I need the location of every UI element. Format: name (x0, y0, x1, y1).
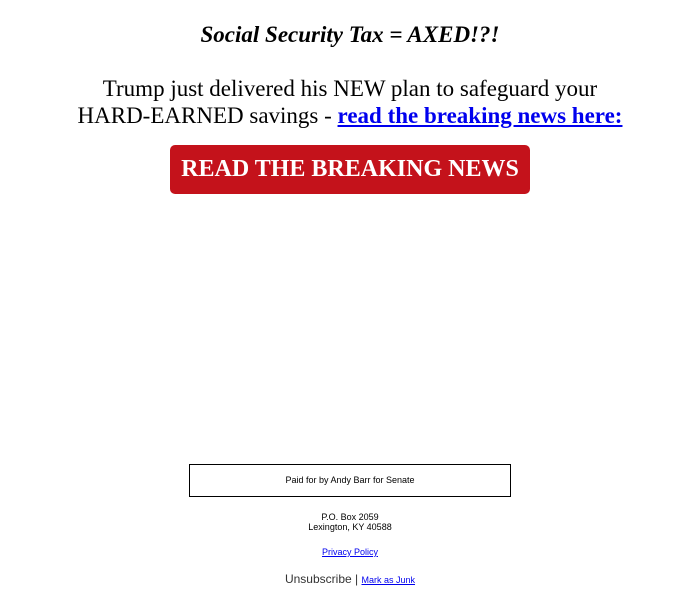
email-headline: Social Security Tax = AXED!?! (200, 22, 500, 47)
address-line-2: Lexington, KY 40588 (308, 522, 392, 532)
lede-line-2: HARD-EARNED savings - (77, 103, 338, 128)
email-lede (0, 75, 700, 129)
privacy-row (0, 546, 700, 558)
address-line-1: P.O. Box 2059 (321, 512, 379, 522)
paid-for-disclaimer: Paid for by Andy Barr for Senate (189, 464, 511, 497)
mailing-address (0, 512, 700, 532)
unsubscribe-row (0, 572, 700, 587)
read-breaking-news-button[interactable]: READ THE BREAKING NEWS (170, 145, 530, 194)
unsubscribe-separator: | (355, 572, 359, 586)
breaking-news-link[interactable]: read the breaking news here: (337, 103, 623, 128)
mark-as-junk-link[interactable]: Mark as Junk (361, 575, 416, 585)
privacy-policy-link[interactable]: Privacy Policy (321, 547, 378, 557)
lede-line-1: Trump just delivered his NEW plan to safeguard your (102, 76, 598, 101)
unsubscribe-link[interactable]: Unsubscribe (284, 572, 352, 586)
